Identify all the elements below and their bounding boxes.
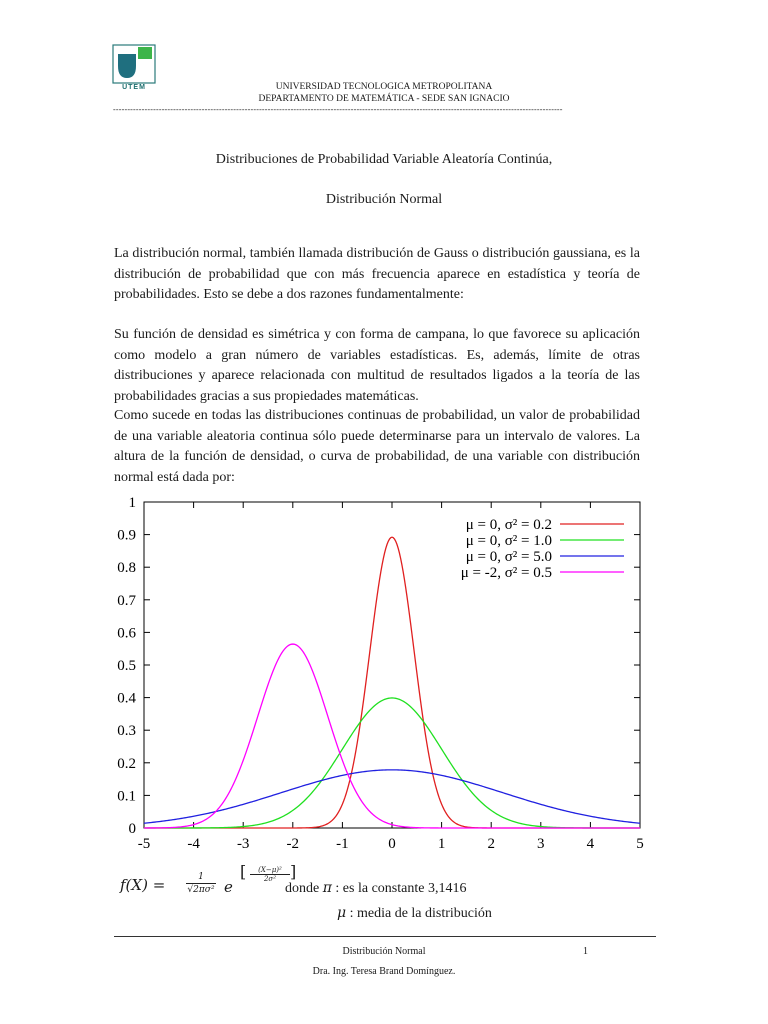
formula-e: e	[224, 878, 233, 896]
logo-text: UTEM	[122, 84, 146, 91]
legend-label-3: μ = 0, σ² = 5.0	[465, 549, 552, 565]
pi-symbol: π	[322, 880, 332, 896]
normal-distribution-chart	[108, 494, 648, 854]
formula-fraction	[186, 872, 216, 896]
formula-bracket-right: ]	[290, 862, 297, 881]
x-tick-label: -1	[336, 836, 349, 852]
formula-exponent-denominator: 2σ²	[263, 875, 277, 883]
x-tick-label: -2	[286, 836, 300, 852]
legend-label-1: μ = 0, σ² = 0.2	[465, 517, 552, 533]
plot-frame	[144, 502, 640, 828]
x-tick-label: -3	[236, 836, 250, 852]
definition-mu	[337, 905, 492, 922]
x-tick-label: 5	[636, 836, 644, 852]
definition-donde: donde	[285, 881, 320, 896]
x-tick-label: 2	[487, 836, 495, 852]
formula-bracket-left: [	[240, 862, 247, 881]
x-tick-label: 1	[437, 836, 446, 852]
series-line-4	[144, 644, 640, 828]
y-tick-label: 1	[128, 495, 136, 511]
series-line-3	[144, 770, 640, 823]
y-tick-label: 0.1	[117, 788, 136, 805]
formula-lhs: f(X) =	[120, 876, 166, 894]
x-tick-label: 4	[586, 836, 595, 852]
x-tick-label: 3	[537, 836, 545, 852]
page-number: 1	[583, 946, 588, 957]
y-tick-label: 0.9	[117, 527, 136, 544]
university-name: UNIVERSIDAD TECNOLOGICA METROPOLITANA	[275, 82, 493, 92]
legend-label-4: μ = -2, σ² = 0.5	[460, 565, 552, 581]
y-tick-label: 0.6	[117, 625, 136, 642]
legend-label-2: μ = 0, σ² = 1.0	[465, 533, 552, 549]
paragraph-properties: Su función de densidad es simétrica y con forma de campana, lo que favorece su aplicación como modelo a gran número de variables estadísticas. Es, además, límite de otras distribuciones y aparece relacionada con multitud de resultados ligados a la teoría de las probabilidades gracias a sus propiedades matemáticas.	[114, 327, 640, 404]
x-tick-label: 0	[388, 836, 396, 852]
mu-definition-text: : media de la distribución	[349, 906, 492, 921]
footer-author: Dra. Ing. Teresa Brand Domínguez.	[312, 966, 456, 977]
formula-exponent-numerator: (X−μ)²	[250, 866, 290, 875]
paragraph-intro: La distribución normal, también llamada distribución de Gauss o distribución gaussiana, es la distribución de probabilidad que con más frecuencia aparece en estadística y teoría de probabilidades. Esto se debe a dos razones fundamentalmente:	[114, 246, 640, 302]
y-tick-label: 0.3	[117, 723, 136, 740]
mu-symbol: μ	[337, 905, 347, 921]
footer-title: Distribución Normal	[342, 946, 426, 957]
department-name: DEPARTAMENTO DE MATEMÁTICA - SEDE SAN IGNACIO	[258, 94, 510, 104]
y-tick-label: 0.5	[117, 658, 136, 674]
x-tick-label: -5	[137, 836, 151, 852]
paragraph-density: Como sucede en todas las distribuciones continuas de probabilidad, un valor de probabilidad de una variable aleatoria continua sólo puede determinarse para un intervalo de valores. La altura de la función de densidad, o curva de probabilidad, de una variable con distribución normal está dada por:	[114, 408, 640, 485]
pi-definition-text: : es la constante 3,1416	[335, 881, 467, 896]
document-title: Distribuciones de Probabilidad Variable Aleatoría Continúa,	[215, 152, 553, 167]
formula-fraction-denominator: √2πσ²	[187, 885, 215, 895]
header-separator: -------------------------------------------------------------------------------------------------------------------------------------------------------------	[113, 105, 563, 114]
y-tick-label: 0	[128, 821, 136, 837]
y-tick-label: 0.7	[117, 592, 136, 609]
document-subtitle: Distribución Normal	[325, 192, 443, 207]
series-line-1	[144, 537, 640, 828]
y-tick-label: 0.2	[117, 755, 136, 772]
y-tick-label: 0.4	[117, 690, 136, 707]
formula-exponent	[250, 866, 290, 883]
formula-fraction-numerator: 1	[186, 872, 216, 884]
footer-rule	[114, 936, 656, 937]
y-tick-label: 0.8	[117, 560, 136, 577]
x-tick-label: -4	[187, 836, 200, 852]
definition-pi	[285, 880, 466, 897]
